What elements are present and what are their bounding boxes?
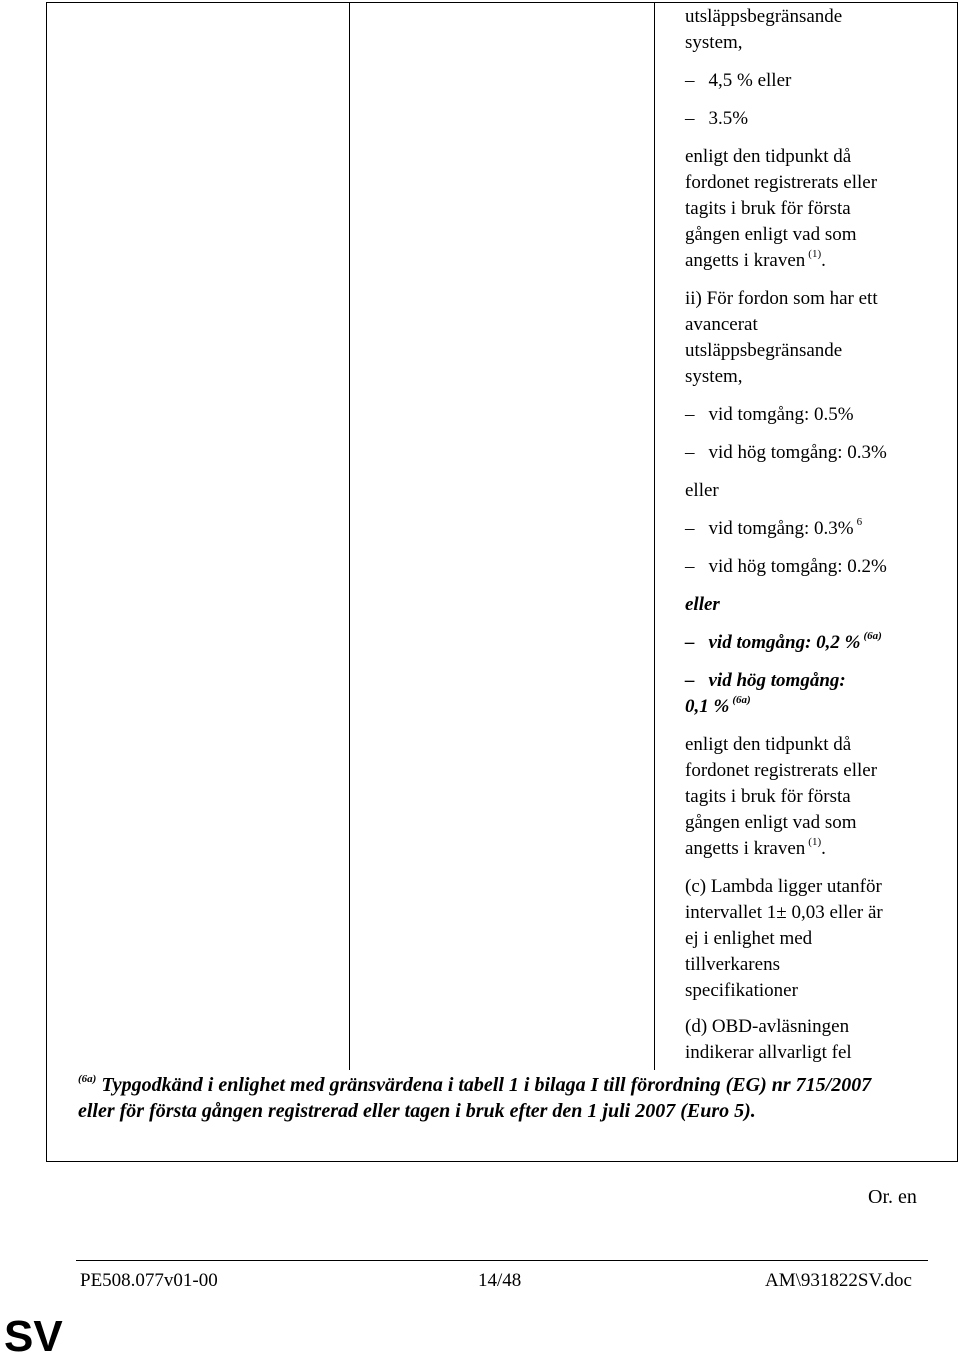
line-tail: . [821, 838, 826, 859]
footer-rule [76, 1260, 928, 1261]
line-text: vid hög tomgång: 0.3% [708, 442, 887, 463]
text-line [685, 402, 854, 428]
footnote-marker: (6a) [78, 1073, 97, 1085]
line-text: 3.5% [708, 108, 749, 129]
text-line [685, 694, 751, 720]
line-text: tagits i bruk för första [685, 786, 851, 807]
line-text: vid tomgång: 0.5% [708, 404, 854, 425]
line-text: enligt den tidpunkt då [685, 734, 852, 755]
text-line [685, 30, 743, 56]
line-text: ej i enlighet med [685, 928, 813, 949]
line-text: specifikationer [685, 980, 798, 1001]
superscript-reference: (1) [808, 248, 822, 260]
footer-doc-ref: PE508.077v01-00 [80, 1270, 218, 1291]
line-text: vid hög tomgång: 0.2% [708, 556, 887, 577]
text-line [685, 196, 851, 222]
text-line [685, 312, 758, 338]
line-text: ii) För fordon som har ett [685, 288, 878, 309]
text-line [685, 668, 846, 694]
text-line [685, 440, 887, 466]
footer-file-name: AM\931822SV.doc [765, 1270, 912, 1291]
line-text: enligt den tidpunkt då [685, 146, 852, 167]
line-text: 0,1 % [685, 696, 730, 717]
line-text: vid hög tomgång: [708, 670, 846, 691]
text-line [685, 758, 877, 784]
text-line [685, 338, 842, 364]
text-line [685, 732, 851, 758]
text-line [685, 1040, 852, 1066]
superscript-reference: (6a) [863, 630, 882, 642]
text-line [685, 900, 883, 926]
text-line [685, 836, 826, 862]
original-language: Or. en [868, 1186, 917, 1208]
line-text: fordonet registrerats eller [685, 760, 878, 781]
dash-marker: – [685, 518, 695, 539]
column-divider [654, 2, 655, 1070]
text-line [685, 592, 720, 618]
line-text: tagits i bruk för första [685, 198, 851, 219]
line-tail: . [821, 250, 826, 271]
text-line [685, 978, 798, 1004]
text-line [685, 478, 719, 504]
line-text: intervallet 1± 0,03 eller är [685, 902, 883, 923]
column-divider [349, 2, 350, 1070]
text-line [685, 952, 780, 978]
line-text: system, [685, 32, 743, 53]
text-line [685, 364, 743, 390]
text-line [685, 810, 857, 836]
text-line [685, 248, 826, 274]
line-text: system, [685, 366, 743, 387]
line-text: angetts i kraven [685, 250, 806, 271]
text-line [685, 170, 877, 196]
text-line [685, 286, 878, 312]
text-line [685, 630, 882, 656]
line-text: indikerar allvarligt fel [685, 1042, 852, 1063]
line-text: tillverkarens [685, 954, 780, 975]
line-text: eller [685, 480, 719, 501]
dash-marker: – [685, 70, 695, 91]
dash-marker: – [685, 556, 695, 577]
line-text: gången enligt vad som [685, 224, 857, 245]
line-text: eller [685, 594, 720, 615]
text-line [685, 68, 791, 94]
text-line [685, 4, 842, 30]
dash-marker: – [685, 404, 695, 425]
dash-marker: – [685, 442, 695, 463]
footnote [78, 1072, 898, 1124]
line-text: vid tomgång: 0,2 % [708, 632, 861, 653]
line-text: (c) Lambda ligger utanför [685, 876, 882, 897]
superscript-reference: (6a) [732, 694, 751, 706]
line-text: avancerat [685, 314, 758, 335]
text-line [685, 516, 862, 542]
footnote-text: Typgodkänd i enlighet med gränsvärdena i tabell 1 i bilaga I till förordning (EG) nr 715/2007 eller för första gången registrerad eller tagen i bruk efter den 1 juli 2007 (Euro 5). [78, 1074, 872, 1122]
dash-marker: – [685, 632, 695, 653]
text-line [685, 106, 748, 132]
line-text: utsläppsbegränsande [685, 6, 843, 27]
language-code: SV [4, 1312, 63, 1361]
line-text: gången enligt vad som [685, 812, 857, 833]
text-line [685, 554, 887, 580]
text-line [685, 784, 851, 810]
text-line [685, 874, 882, 900]
dash-marker: – [685, 670, 695, 691]
line-text: 4,5 % eller [708, 70, 792, 91]
text-line [685, 926, 812, 952]
superscript-reference: 6 [856, 516, 863, 528]
line-text: vid tomgång: 0.3% [708, 518, 854, 539]
line-text: angetts i kraven [685, 838, 806, 859]
footer-page-number: 14/48 [478, 1270, 522, 1291]
line-text: fordonet registrerats eller [685, 172, 878, 193]
dash-marker: – [685, 108, 695, 129]
line-text: utsläppsbegränsande [685, 340, 843, 361]
superscript-reference: (1) [808, 836, 822, 848]
text-line [685, 1014, 849, 1040]
line-text: (d) OBD-avläsningen [685, 1016, 850, 1037]
text-line [685, 222, 857, 248]
text-line [685, 144, 851, 170]
